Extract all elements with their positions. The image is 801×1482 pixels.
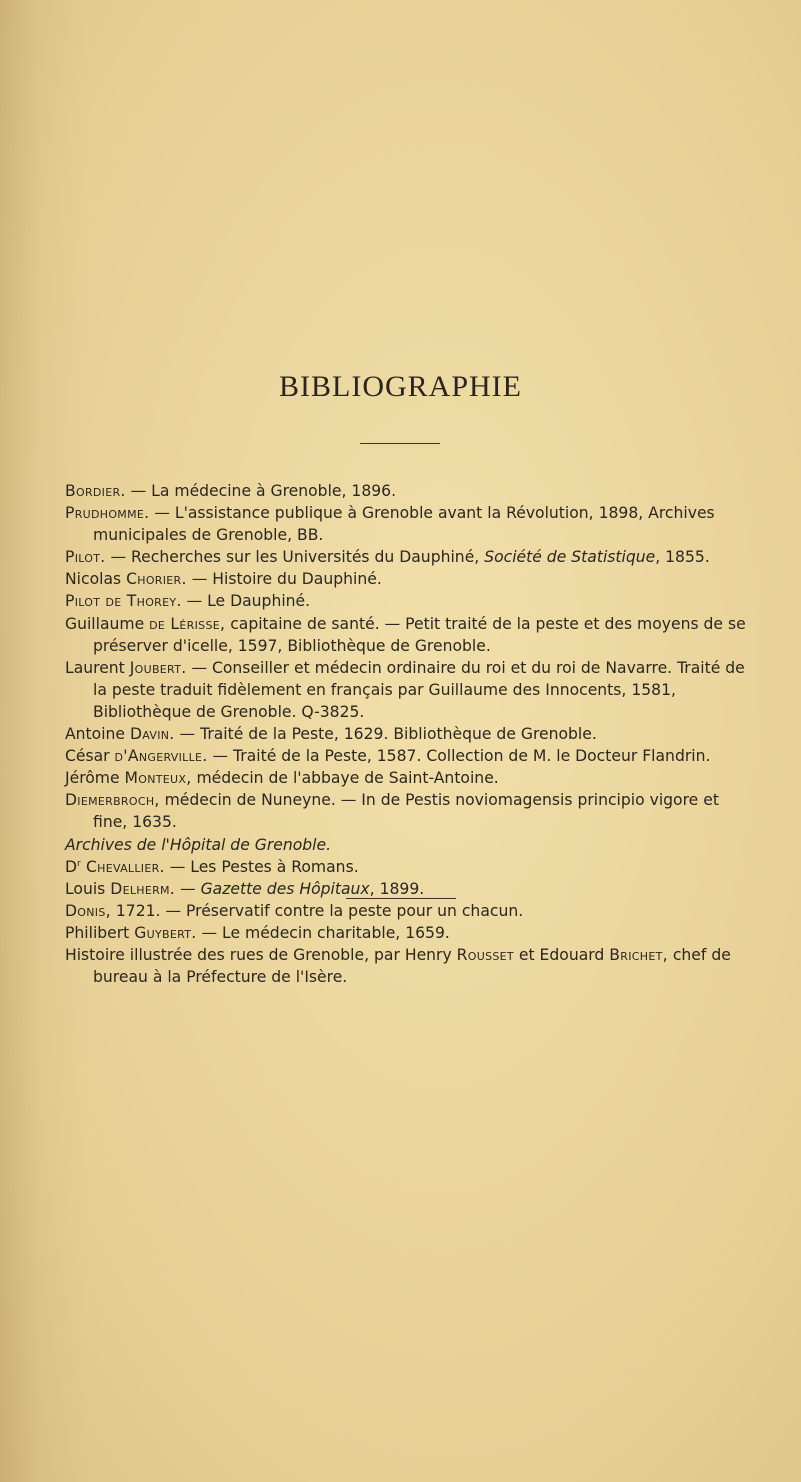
bibliography-entry (65, 922, 755, 944)
entry-author: de Lérisse, (149, 614, 226, 633)
entry-author: Pilot. (65, 548, 106, 567)
entry-text: et Edouard (513, 945, 610, 964)
entry-author: Delherm. (110, 879, 176, 898)
entry-italic: Société de Statistique (484, 548, 656, 567)
bibliography-entry (65, 723, 755, 745)
entry-text: — La médecine à Grenoble, 1896. (125, 482, 397, 500)
bibliography-entry (65, 900, 755, 922)
entry-prefix: Louis (65, 879, 111, 898)
entry-prefix: Laurent (65, 658, 130, 677)
entry-author: Pilot de Thorey. (65, 592, 182, 611)
entry-text: 1721. — Préservatif contre la peste pour un chacun. (110, 901, 524, 920)
bibliography-entry (65, 789, 755, 833)
entry-text: capitaine de santé. — Petit traité de la peste et des moyens de se préserver d'icelle, 1597, Bibliothèque de Grenoble. (93, 614, 746, 655)
entry-text: — Histoire du Dauphiné. (186, 570, 382, 589)
entry-author: Joubert. (129, 658, 187, 677)
entry-text: — Conseiller et médecin ordinaire du roi et du roi de Navarre. Traité de la peste traduit fidèlement en français par Guillaume des Innocents, 1581, Bibliothèque de Grenoble. Q-3825. (93, 658, 745, 721)
entry-author: Bordier. (65, 482, 126, 500)
bibliography-entry (65, 856, 755, 878)
entry-author: Diemerbroch, (65, 791, 160, 810)
bibliography-entry (65, 613, 755, 657)
bibliography-entry (65, 546, 755, 568)
entry-text: — L'assistance publique à Grenoble avant la Révolution, 1898, Archives municipales de Grenoble, BB. (93, 504, 715, 545)
entry-text: — Recherches sur les Universités du Dauphiné, (105, 548, 485, 567)
entry-author: Chevallier. (80, 857, 165, 876)
entry-text: — Les Pestes à Romans. (164, 857, 359, 876)
title-rule (360, 443, 440, 444)
entry-superscript: r (77, 858, 81, 869)
bibliography-entry (65, 944, 755, 988)
bibliography-entry (65, 480, 755, 502)
bibliography-entry (65, 590, 755, 612)
entry-author: Donis, (65, 901, 111, 920)
bibliography-list (65, 480, 755, 988)
entry-text: — Le Dauphiné. (181, 592, 311, 611)
entry-prefix: Antoine (65, 725, 130, 744)
page-title: BIBLIOGRAPHIE (279, 370, 522, 403)
entry-text: — Le médecin charitable, 1659. (196, 923, 450, 942)
entry-author: Rousset (456, 945, 514, 964)
bibliography-entry (65, 568, 755, 590)
entry-author: Chorier. (126, 570, 187, 589)
entry-tail: chef de bureau à la Préfecture de l'Isère. (93, 945, 731, 987)
entry-author: Brichet, (609, 945, 668, 964)
entry-italic: Gazette des Hôpitaux (200, 879, 370, 898)
entry-tail: , 1899. (369, 879, 425, 898)
entry-prefix: Jérôme (65, 769, 125, 788)
entry-text: médecin de l'abbaye de Saint-Antoine. (191, 769, 499, 788)
entry-prefix: Guillaume (65, 614, 150, 633)
bibliography-entry (65, 657, 755, 723)
entry-author: d'Angerville. (114, 747, 208, 766)
entry-prefix: Philibert (65, 923, 135, 942)
entry-author: Davin. (129, 725, 175, 744)
bibliography-entry (65, 878, 755, 900)
entry-text: — Traité de la Peste, 1587. Collection de M. le Docteur Flandrin. (207, 747, 711, 766)
bibliography-entry (65, 502, 755, 546)
entry-text: — Traité de la Peste, 1629. Bibliothèque de Grenoble. (174, 725, 597, 744)
entry-text: — (175, 879, 201, 898)
entry-tail: , 1855. (655, 548, 710, 567)
entry-italic: Archives de l'Hôpital de Grenoble. (65, 835, 332, 854)
bibliography-entry (65, 767, 755, 789)
entry-author: Monteux, (124, 769, 192, 788)
entry-prefix: Nicolas (65, 570, 127, 589)
bibliography-entry (65, 745, 755, 767)
entry-author: Prudhomme. (65, 504, 150, 523)
entry-prefix: D (65, 857, 78, 876)
entry-text: médecin de Nuneyne. — In de Pestis noviomagensis principio vigore et fine, 1635. (93, 791, 719, 832)
entry-prefix: César (65, 747, 115, 766)
bibliography-entry (65, 834, 755, 856)
entry-author: Guybert. (134, 923, 197, 942)
entry-prefix: Histoire illustrée des rues de Grenoble, par Henry (65, 945, 457, 964)
closing-rule (346, 898, 456, 899)
